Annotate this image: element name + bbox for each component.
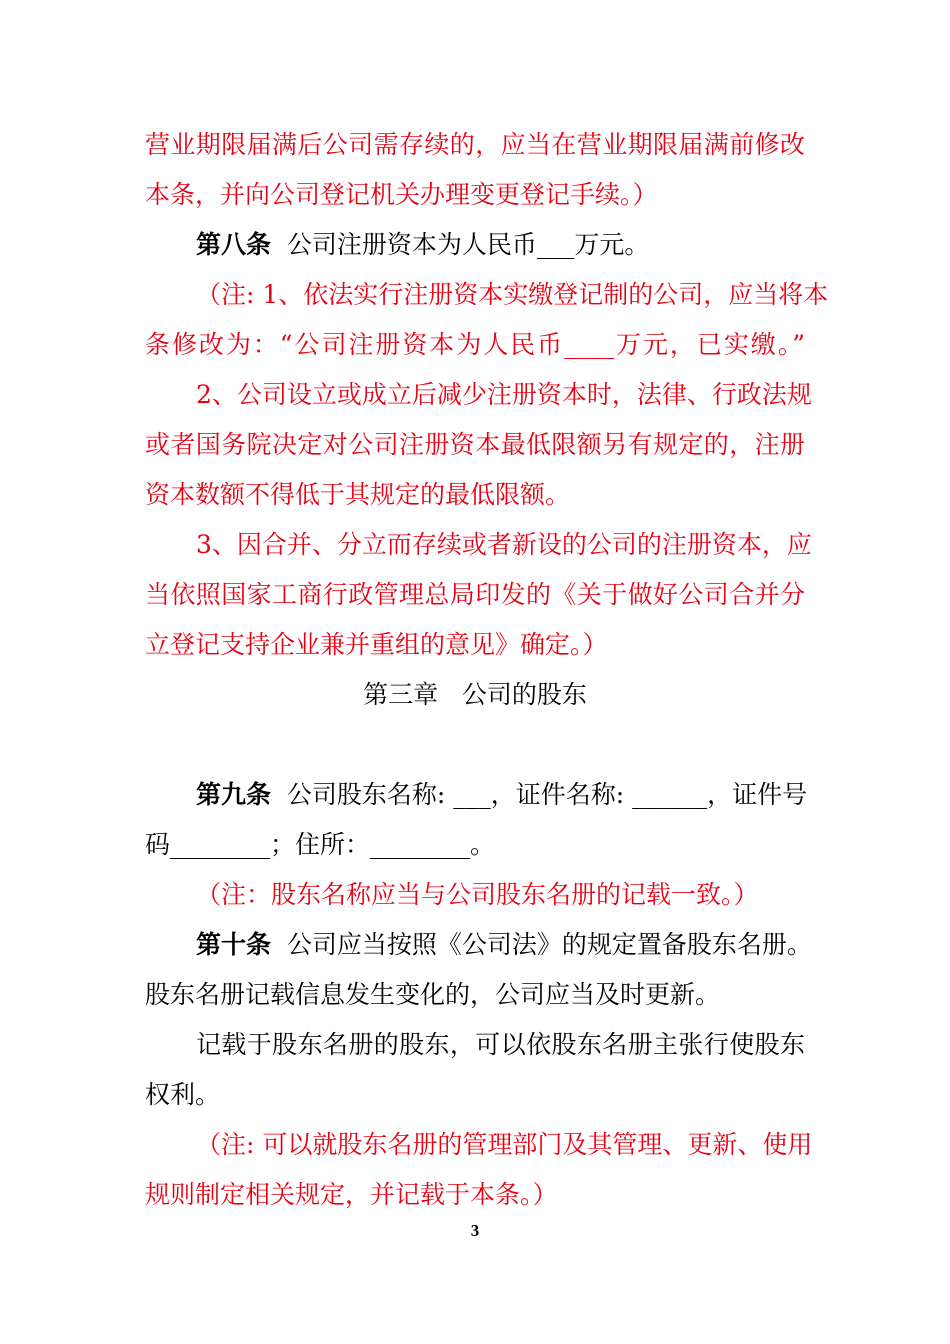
note-line: 3、因合并、分立而存续或者新设的公司的注册资本，应 bbox=[196, 530, 812, 559]
article-9 bbox=[196, 780, 808, 810]
article-text: 公司应当按照《公司法》的规定置备股东名册。 bbox=[286, 930, 812, 959]
note-line: 规则制定相关规定，并记载于本条。） bbox=[145, 1180, 558, 1209]
paragraph-line: 码________；住所：________。 bbox=[145, 830, 496, 859]
article-8 bbox=[196, 230, 805, 260]
article-text: 公司注册资本为人民币___万元。 bbox=[286, 230, 650, 259]
page-number: 3 bbox=[470, 1221, 480, 1240]
paragraph-line: 权利。 bbox=[145, 1080, 221, 1109]
note-line: 条修改为：“公司注册资本为人民币____万元，已实缴。” bbox=[145, 330, 805, 359]
note-line: 或者国务院决定对公司注册资本最低限额另有规定的，注册 bbox=[145, 430, 805, 459]
note-line: 当依照国家工商行政管理总局印发的《关于做好公司合并分 bbox=[145, 580, 805, 609]
paragraph-line: 股东名册记载信息发生变化的，公司应当及时更新。 bbox=[145, 980, 721, 1009]
paragraph-line: 营业期限届满后公司需存续的，应当在营业期限届满前修改 bbox=[145, 130, 805, 159]
note-line: 立登记支持企业兼并重组的意见》确定。） bbox=[145, 630, 608, 659]
note-line: 资本数额不得低于其规定的最低限额。 bbox=[145, 480, 571, 509]
article-text: 公司股东名称: ___，证件名称: ______，证件号 bbox=[286, 780, 808, 809]
paragraph-line: 记载于股东名册的股东，可以依股东名册主张行使股东 bbox=[196, 1030, 805, 1059]
note-line: （注: 可以就股东名册的管理部门及其管理、更新、使用 bbox=[196, 1130, 813, 1159]
note-line: （注: 1、依法实行注册资本实缴登记制的公司，应当将本 bbox=[196, 280, 829, 309]
paragraph-line: 本条，并向公司登记机关办理变更登记手续。） bbox=[145, 180, 658, 209]
article-label: 第九条 bbox=[196, 780, 272, 809]
note-line: 2、公司设立或成立后减少注册资本时，法律、行政法规 bbox=[196, 380, 812, 409]
article-10 bbox=[196, 930, 812, 960]
article-label: 第十条 bbox=[196, 930, 272, 959]
chapter-heading: 第三章 公司的股东 bbox=[363, 680, 587, 709]
note-line: （注：股东名称应当与公司股东名册的记载一致。） bbox=[196, 880, 759, 909]
article-label: 第八条 bbox=[196, 230, 272, 259]
